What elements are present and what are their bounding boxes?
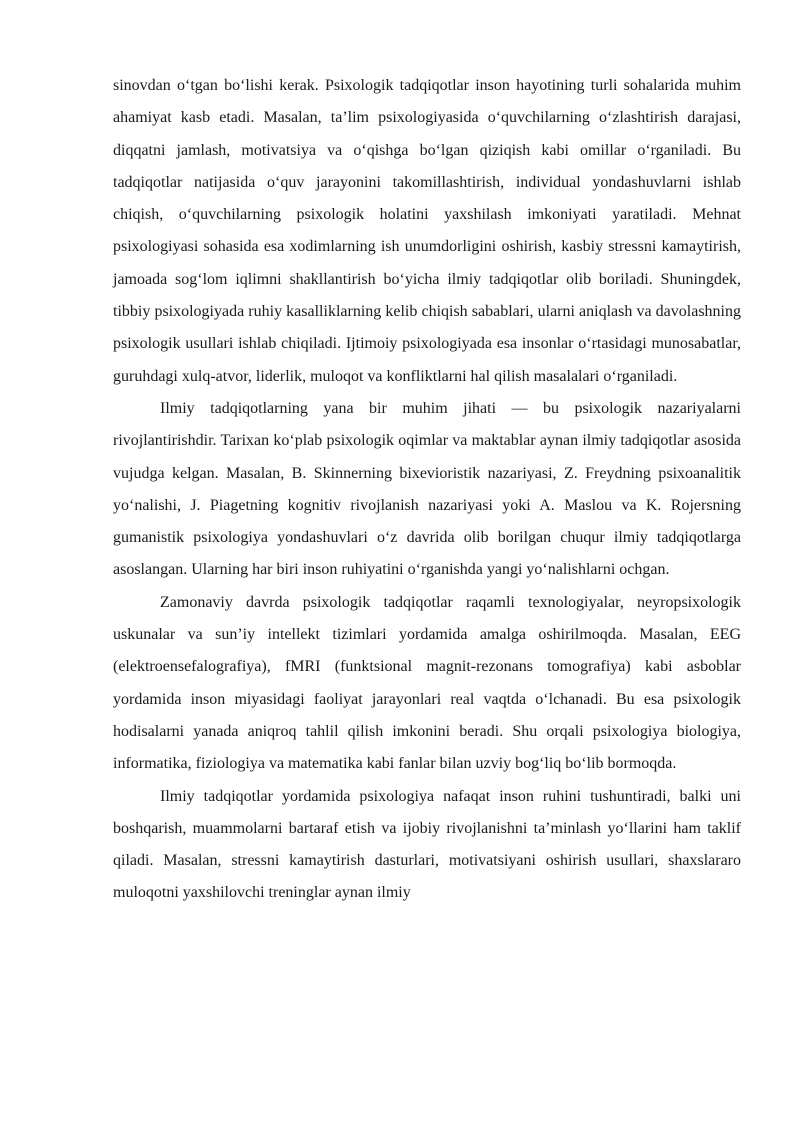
document-page [113,70,741,910]
paragraph-modern-methods: Zamonaviy davrda psixologik tadqiqotlar raqamli texnologiyalar, neyropsixologik uskunalar va sun’iy intellekt tizimlari yordamida amalga oshirilmoqda. Masalan, EEG (elektroensefalografiya), fMRI (funktsional magnit-rezonans tomografiya) kabi asboblar yordamida inson miyasidagi faoliyat jarayonlari real vaqtda o‘lchanadi. Bu esa psixologik hodisalarni yanada aniqroq tahlil qilish imkonini beradi. Shu orqali psixologiya biologiya, informatika, fiziologiya va matematika kabi fanlar bilan uzviy bog‘liq bo‘lib bormoqda. [113,593,741,773]
paragraph-applied-research: sinovdan o‘tgan bo‘lishi kerak. Psixologik tadqiqotlar inson hayotining turli sohalarida muhim ahamiyat kasb etadi. Masalan, ta’lim psixologiyasida o‘quvchilarning o‘zlashtirish darajasi, diqqatni jamlash, motivatsiya va o‘qishga bo‘lgan qiziqish kabi omillar o‘rganiladi. Bu tadqiqotlar natijasida o‘quv jarayonini takomillashtirish, individual yondashuvlarni ishlab chiqish, o‘quvchilarning psixologik holatini yaxshilash imkoniyati yaratiladi. Mehnat psixologiyasi sohasida esa xodimlarning ish unumdorligini oshirish, kasbiy stressni kamaytirish, jamoada sog‘lom iqlimni shakllantirish bo‘yicha ilmiy tadqiqotlar olib boriladi. Shuningdek, tibbiy psixologiyada ruhiy kasalliklarning kelib chiqish sabablari, ularni aniqlash va davolashning psixologik usullari ishlab chiqiladi. Ijtimoiy psixologiyada esa insonlar o‘rtasidagi munosabatlar, guruhdagi xulq-atvor, liderlik, muloqot va konfliktlarni hal qilish masalalari o‘rganiladi. [113,77,741,385]
paragraph-practical-benefits: Ilmiy tadqiqotlar yordamida psixologiya nafaqat inson ruhini tushuntiradi, balki uni boshqarish, muammolarni bartaraf etish va ijobiy rivojlanishni ta’minlash yo‘llarini ham taklif qiladi. Masalan, stressni kamaytirish dasturlari, motivatsiyani oshirish usullari, shaxslararo muloqotni yaxshilovchi treninglar aynan ilmiy [113,787,741,902]
paragraph-theories: Ilmiy tadqiqotlarning yana bir muhim jihati — bu psixologik nazariyalarni rivojlantirishdir. Tarixan ko‘plab psixologik oqimlar va maktablar aynan ilmiy tadqiqotlar asosida vujudga kelgan. Masalan, B. Skinnerning bixevioristik nazariyasi, Z. Freydning psixoanalitik yo‘nalishi, J. Piagetning kognitiv rivojlanish nazariyasi yoki A. Maslou va K. Rojersning gumanistik psixologiya yondashuvlari o‘z davrida olib borilgan chuqur ilmiy tadqiqotlarga asoslangan. Ularning har biri inson ruhiyatini o‘rganishda yangi yo‘nalishlarni ochgan. [113,399,741,579]
